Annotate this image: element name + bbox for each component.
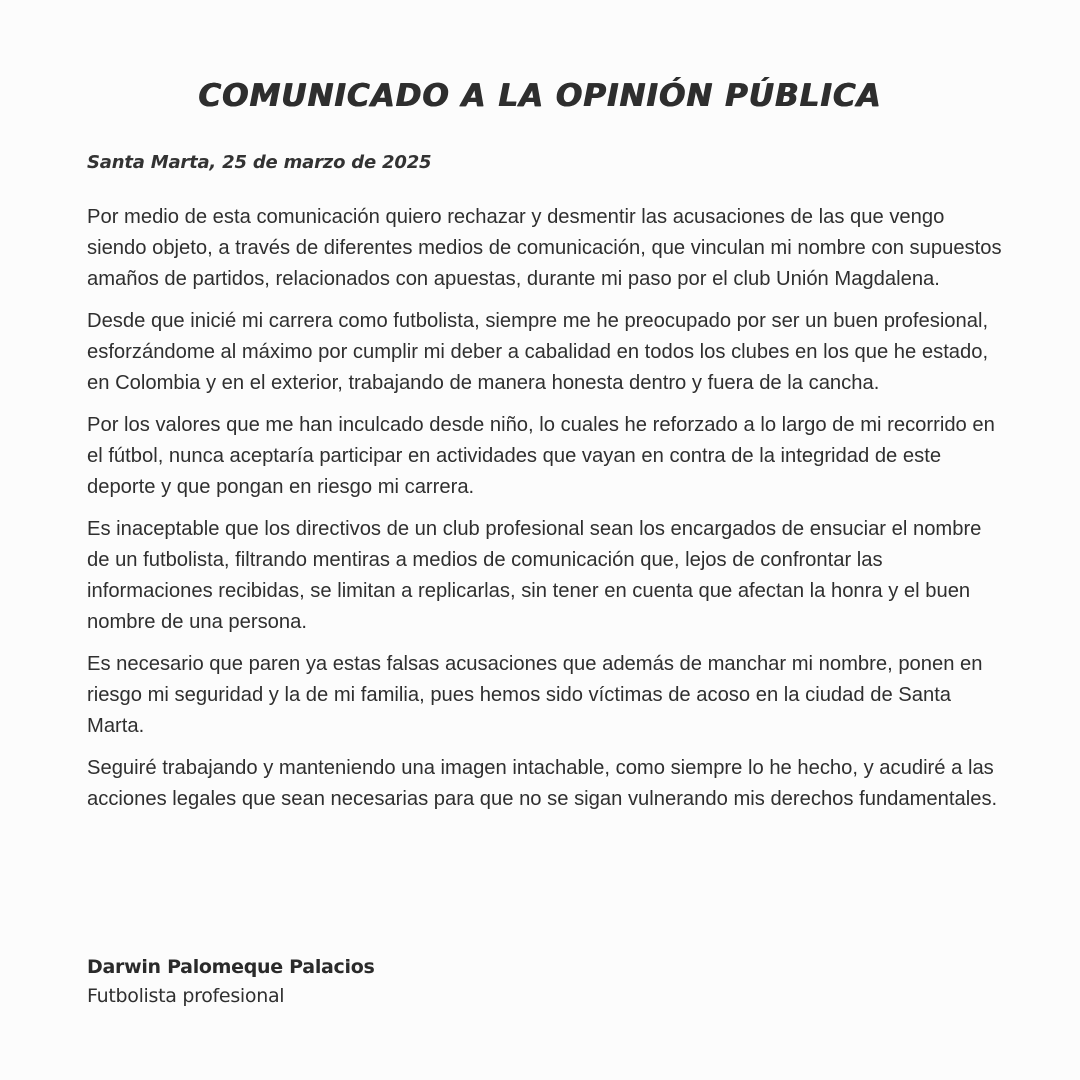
paragraph: Es necesario que paren ya estas falsas acusaciones que además de manchar mi nombre, ponen en riesgo mi seguridad y la de mi familia, pues hemos sido víctimas de acoso en la ciudad de Santa Marta. [87,653,983,737]
paragraph: Por medio de esta comunicación quiero rechazar y desmentir las acusaciones de las que vengo siendo objeto, a través de diferentes medios de comunicación, que vinculan mi nombre con supuestos amaños de partidos, relacionados con apuestas, durante mi paso por el club Unión Magdalena. [87,206,1002,290]
paragraph: Desde que inicié mi carrera como futbolista, siempre me he preocupado por ser un buen profesional, esforzándome al máximo por cumplir mi deber a cabalidad en todos los clubes en los que he estado, en Colombia y en el exterior, trabajando de manera honesta dentro y fuera de la cancha. [87,310,989,394]
document-body [87,202,1002,826]
paragraph: Por los valores que me han inculcado desde niño, lo cuales he reforzado a lo largo de mi recorrido en el fútbol, nunca aceptaría participar en actividades que vayan en contra de la integridad de este deporte y que pongan en riesgo mi carrera. [87,414,995,498]
paragraph: Es inaceptable que los directivos de un club profesional sean los encargados de ensuciar el nombre de un futbolista, filtrando mentiras a medios de comunicación que, lejos de confrontar las informaciones recibidas, se limitan a replicarlas, sin tener en cuenta que afectan la honra y el buen nombre de una persona. [87,518,982,633]
date-line: Santa Marta, 25 de marzo de 2025 [87,152,432,173]
signature-role: Futbolista profesional [87,985,285,1007]
paragraph: Seguiré trabajando y manteniendo una imagen intachable, como siempre lo he hecho, y acudiré a las acciones legales que sean necesarias para que no se sigan vulnerando mis derechos fundamentales. [87,757,998,810]
document-title: COMUNICADO A LA OPINIÓN PÚBLICA [198,78,882,114]
signature-name: Darwin Palomeque Palacios [87,956,375,978]
